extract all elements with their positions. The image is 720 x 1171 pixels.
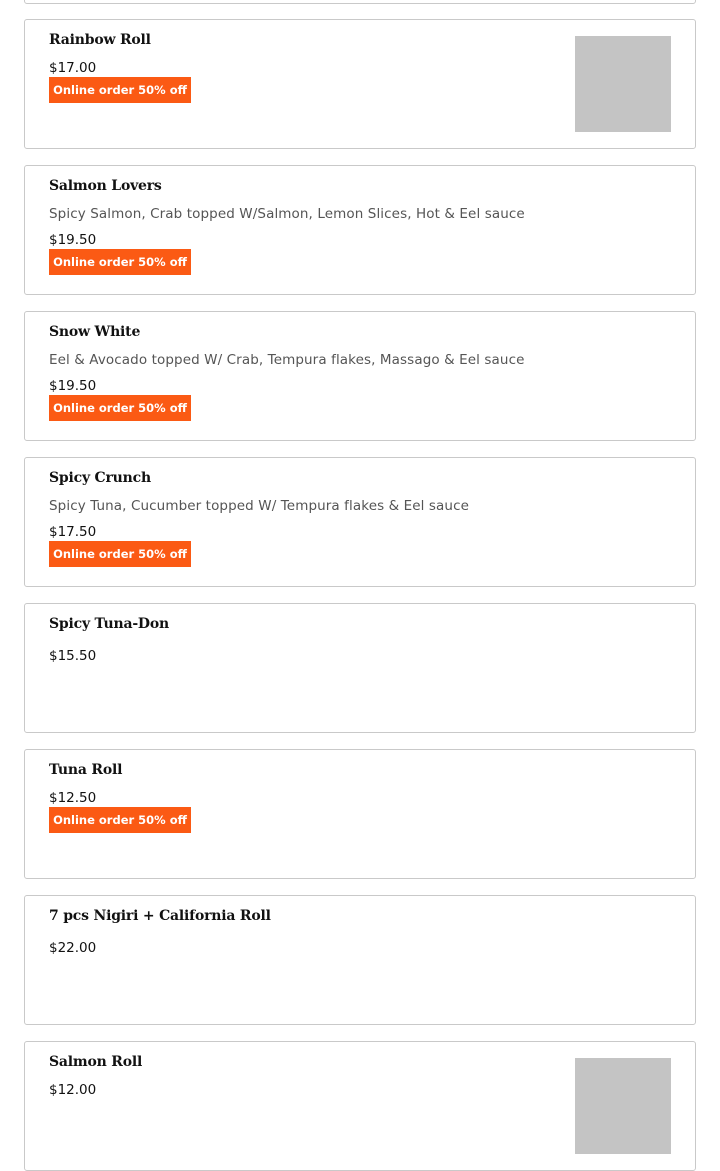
- menu-item-card[interactable]: [24, 603, 696, 733]
- menu-item-card[interactable]: [24, 749, 696, 879]
- menu-item-price: $19.50: [49, 378, 97, 394]
- menu-item-name: 7 pcs Nigiri + California Roll: [49, 908, 271, 924]
- menu-item-image: [575, 1058, 671, 1154]
- menu-item-price: $17.50: [49, 524, 97, 540]
- menu-item-price: $12.00: [49, 1082, 97, 1098]
- menu-item-name: Rainbow Roll: [49, 32, 151, 48]
- discount-badge: Online order 50% off: [49, 541, 191, 567]
- menu-item-price: $17.00: [49, 60, 97, 76]
- menu-item-name: Spicy Crunch: [49, 470, 151, 486]
- menu-item-card[interactable]: [24, 0, 696, 4]
- menu-item-name: Salmon Roll: [49, 1054, 143, 1070]
- menu-item-price: $22.00: [49, 940, 97, 956]
- discount-badge: Online order 50% off: [49, 249, 191, 275]
- menu-item-description: Spicy Tuna, Cucumber topped W/ Tempura flakes & Eel sauce: [49, 498, 470, 514]
- menu-item-name: Tuna Roll: [49, 762, 123, 778]
- menu-item-card[interactable]: [24, 895, 696, 1025]
- menu-item-name: Spicy Tuna-Don: [49, 616, 169, 632]
- menu-item-card[interactable]: [24, 311, 696, 441]
- menu-item-card[interactable]: [24, 1041, 696, 1171]
- menu-item-description: Spicy Salmon, Crab topped W/Salmon, Lemon Slices, Hot & Eel sauce: [49, 206, 525, 222]
- menu-item-name: Snow White: [49, 324, 141, 340]
- menu-item-price: $15.50: [49, 648, 97, 664]
- menu-item-card[interactable]: [24, 457, 696, 587]
- menu-item-name: Salmon Lovers: [49, 178, 162, 194]
- menu-item-price: $12.50: [49, 790, 97, 806]
- menu-item-card[interactable]: [24, 19, 696, 149]
- menu-item-description: Eel & Avocado topped W/ Crab, Tempura flakes, Massago & Eel sauce: [49, 352, 525, 368]
- menu-item-card[interactable]: [24, 165, 696, 295]
- discount-badge: Online order 50% off: [49, 77, 191, 103]
- discount-badge: Online order 50% off: [49, 807, 191, 833]
- menu-item-price: $19.50: [49, 232, 97, 248]
- discount-badge: Online order 50% off: [49, 395, 191, 421]
- menu-item-image: [575, 36, 671, 132]
